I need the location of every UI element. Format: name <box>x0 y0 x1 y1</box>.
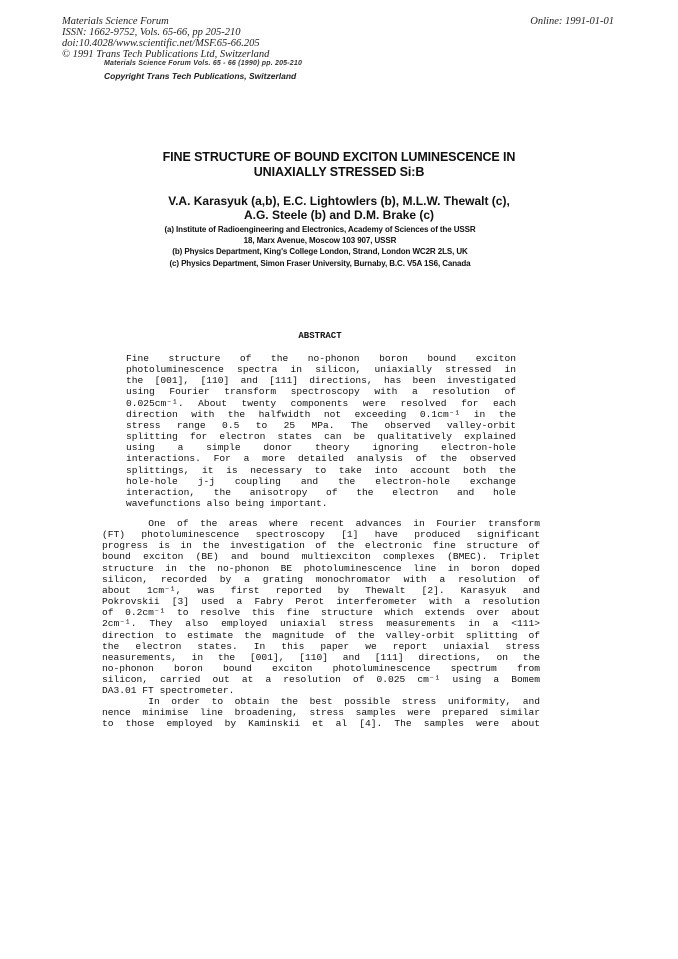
title-line: UNIAXIALLY STRESSED Si:B <box>253 165 425 179</box>
affiliation-line: (b) Physics Department, King's College London, Strand, London WC2R 2LS, UK <box>172 247 468 257</box>
body-line: (FT) photoluminescence spectroscopy [1] have produced significant <box>102 529 540 541</box>
abstract-line: interactions. For a more detailed analysis of the observed <box>126 453 516 465</box>
abstract-line: splittings, it is necessary to take into account both the <box>126 464 516 476</box>
abstract-line: wavefunctions also being important. <box>126 498 328 510</box>
body-line: nence minimise line broadening, stress samples were prepared similar <box>102 707 540 719</box>
body-line: direction to estimate the magnitude of the valley-orbit splitting of <box>102 629 540 641</box>
body-line: silicon, recorded by a grating monochromator with a resolution of <box>102 573 540 585</box>
body-paragraph-2 <box>102 696 540 729</box>
online-date: Online: 1991-01-01 <box>530 16 614 27</box>
journal-header-line: doi:10.4028/www.scientific.net/MSF.65-66.205 <box>62 38 260 49</box>
abstract-line: stress range 0.5 to 25 MPa. The observed valley-orbit <box>126 419 516 431</box>
abstract-line: splitting for electron states can be qualitatively explained <box>126 431 516 443</box>
body-line: Pokrovskii [3] used a Fabry Perot interferometer with a resolution <box>102 596 540 608</box>
author-line: V.A. Karasyuk (a,b), E.C. Lightowlers (b), M.L.W. Thewalt (c), <box>168 194 510 208</box>
affiliation-line: (c) Physics Department, Simon Fraser University, Burnaby, B.C. V5A 1S6, Canada <box>169 258 471 268</box>
abstract-line: hole-hole j-j coupling and the electron-hole exchange <box>126 475 516 487</box>
body-line: to those employed by Kaminskii et al [4]. The samples were about <box>102 718 540 730</box>
body-line: progress is in the investigation of the electronic fine structure of <box>102 540 540 552</box>
abstract-line: interaction, the anisotropy of the electron and hole <box>126 486 516 498</box>
abstract-line: direction with the halfwidth not exceeding 0.1cm⁻¹ in the <box>126 408 516 420</box>
body-line: structure in the no-phonon BE photoluminescence line in boron doped <box>102 562 540 574</box>
abstract-line: using Fourier transform spectroscopy with a resolution of <box>126 386 516 398</box>
affiliations <box>0 224 640 269</box>
body-line: neasurements, in the [001], [110] and [111] directions, on the <box>102 651 540 663</box>
body-line: the electron states. In this paper we report uniaxial stress <box>102 640 540 652</box>
paper-title <box>0 150 678 180</box>
author-list <box>0 194 678 222</box>
abstract-line: the [001], [110] and [111] directions, has been investigated <box>126 375 516 387</box>
body-line: no-phonon boron bound exciton photoluminescence spectrum from <box>102 663 540 675</box>
journal-header <box>62 16 269 60</box>
scan-copyright-line: Copyright Trans Tech Publications, Switzerland <box>104 71 297 81</box>
affiliation-line: 18, Marx Avenue, Moscow 103 907, USSR <box>243 236 397 246</box>
abstract-line: Fine structure of the no-phonon boron bound exciton <box>126 353 516 364</box>
abstract-body <box>126 353 516 509</box>
journal-header-line: ISSN: 1662-9752, Vols. 65-66, pp 205-210 <box>62 27 241 38</box>
body-paragraph-1 <box>102 518 540 697</box>
body-line: bound exciton (BE) and bound multiexciton complexes (BMEC). Triplet <box>102 551 540 563</box>
title-line: FINE STRUCTURE OF BOUND EXCITON LUMINESCENCE IN <box>162 150 516 164</box>
abstract-line: using a simple donor theory ignoring electron-hole <box>126 442 516 454</box>
scan-journal-line: Materials Science Forum Vols. 65 - 66 (1990) pp. 205-210 <box>104 60 303 67</box>
body-line: In order to obtain the best possible stress uniformity, and <box>102 696 540 707</box>
abstract-heading: ABSTRACT <box>298 331 342 341</box>
author-line: A.G. Steele (b) and D.M. Brake (c) <box>243 208 435 222</box>
body-line: about 1cm⁻¹, was first reported by Thewalt [2]. Karasyuk and <box>102 584 540 596</box>
abstract-line: photoluminescence spectra in silicon, uniaxially stressed in <box>126 364 516 376</box>
abstract-line: 0.025cm⁻¹. About twenty components were resolved for each <box>126 397 516 409</box>
affiliation-line: (a) Institute of Radioengineering and Electronics, Academy of Sciences of the USSR <box>164 225 476 234</box>
body-line: silicon, carried out at a resolution of 0.025 cm⁻¹ using a Bomem <box>102 674 540 686</box>
body-line: 2cm⁻¹. They also employed uniaxial stress measurements in a <111> <box>102 618 540 630</box>
journal-header-line: © 1991 Trans Tech Publications Ltd, Switzerland <box>62 49 270 60</box>
body-line: DA3.01 FT spectrometer. <box>102 685 235 697</box>
body-line: of 0.2cm⁻¹ to resolve this fine structure which extends over about <box>102 607 540 619</box>
journal-header-line: Materials Science Forum <box>62 16 169 27</box>
body-line: One of the areas where recent advances in Fourier transform <box>102 518 540 529</box>
